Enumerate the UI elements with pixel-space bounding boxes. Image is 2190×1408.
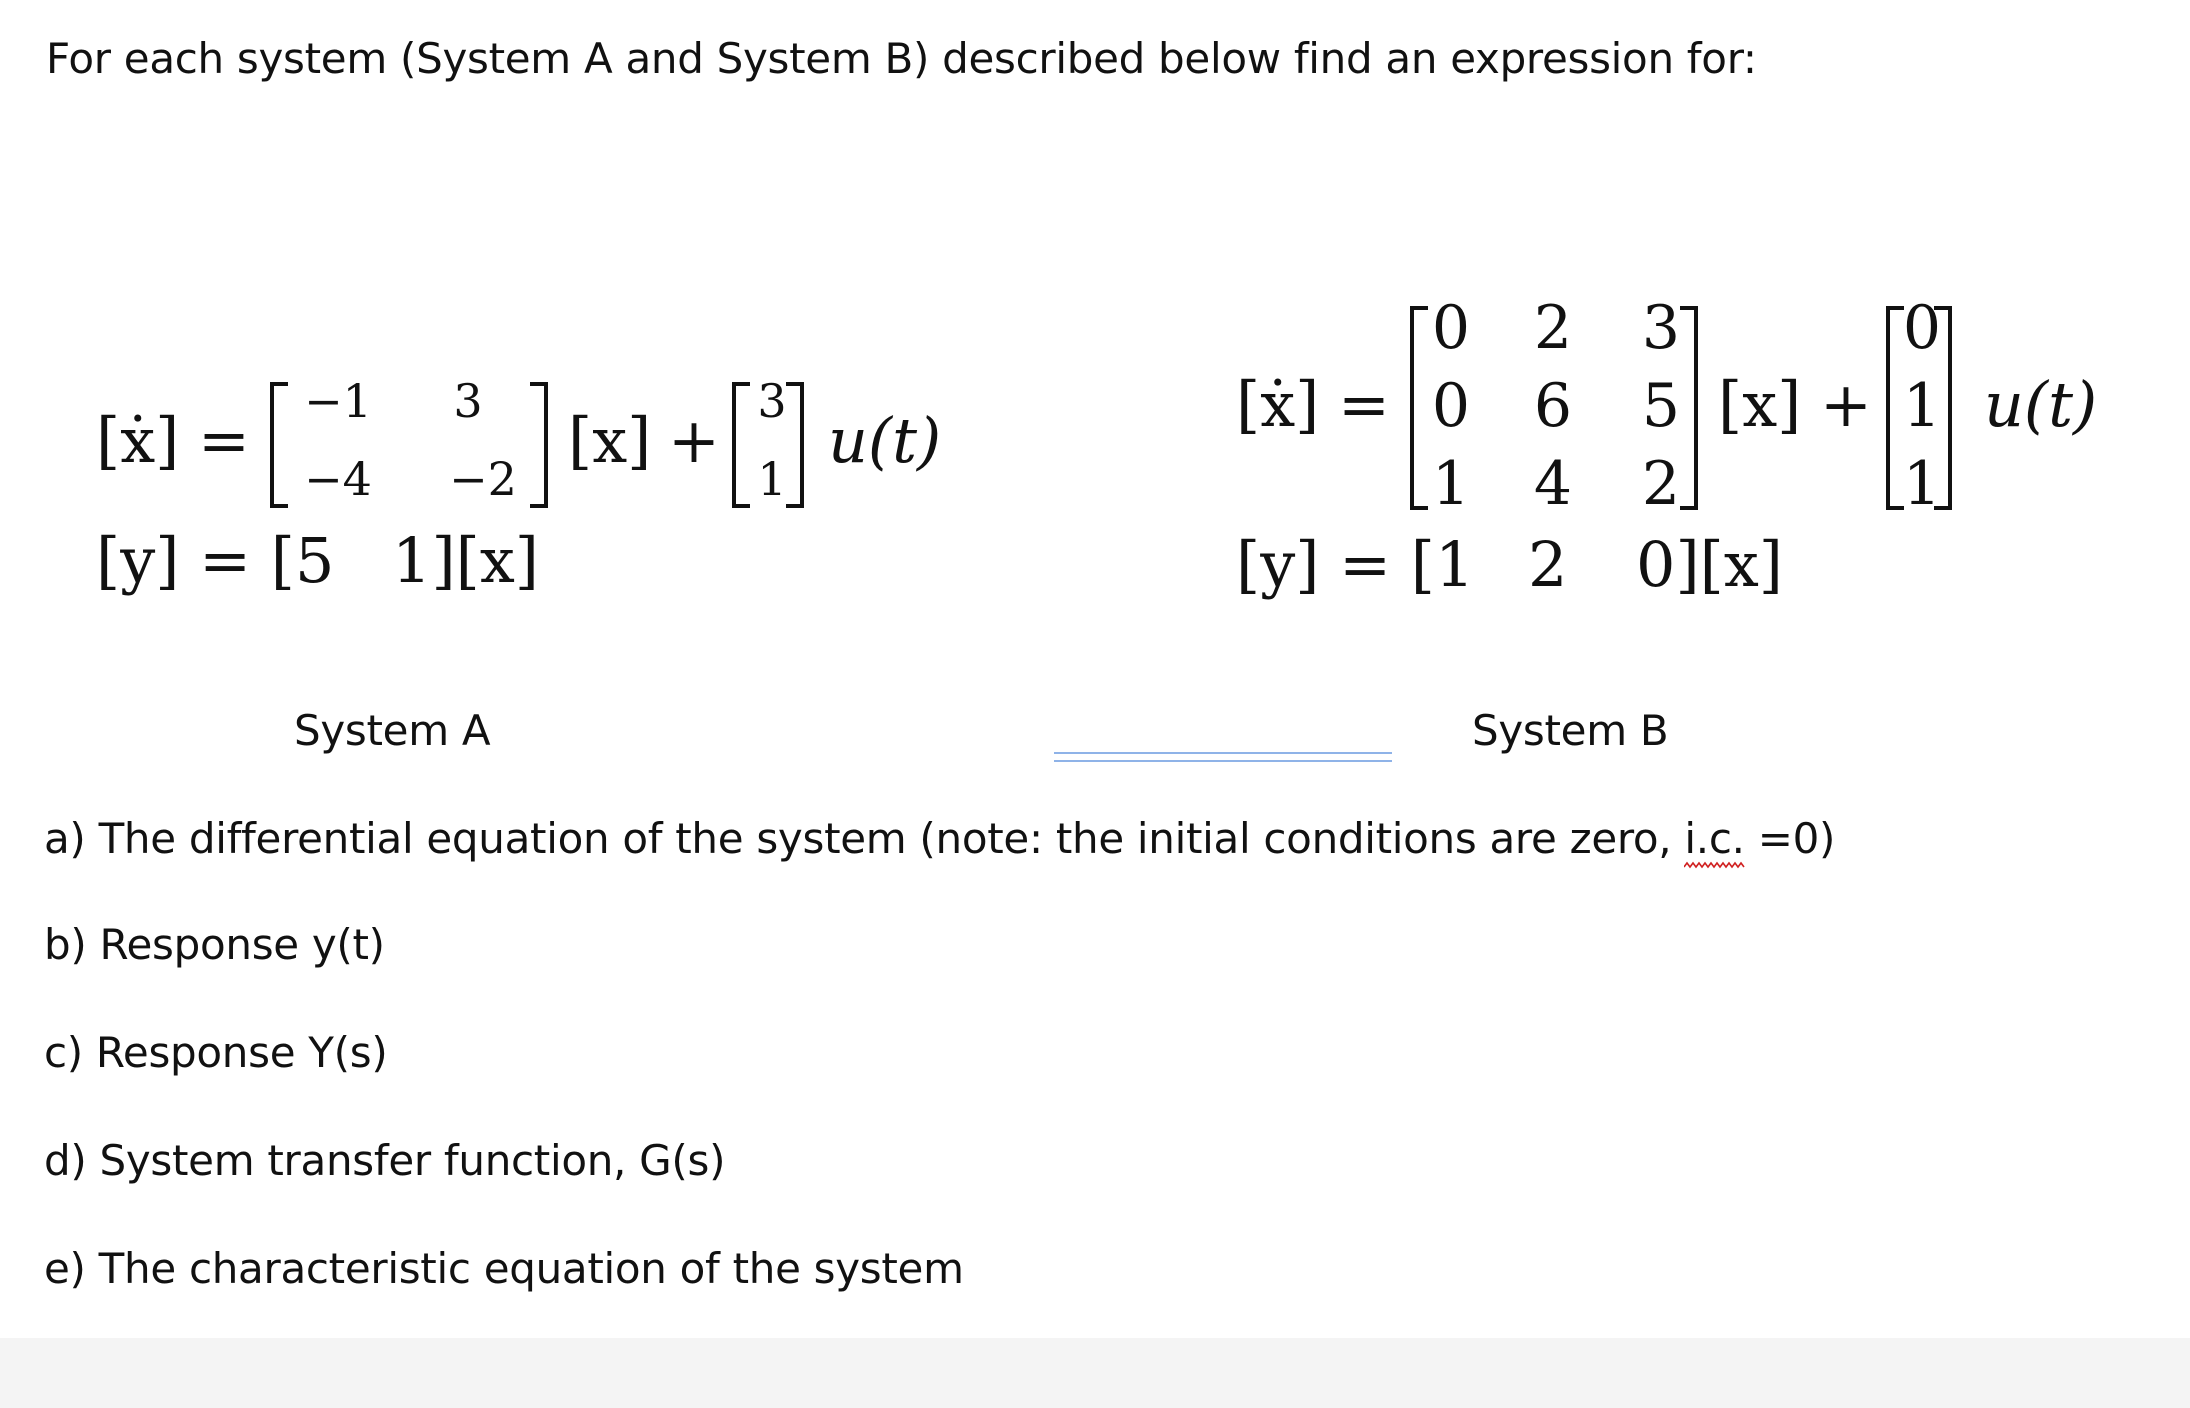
system-a-matrix-a-left-bracket	[270, 382, 288, 508]
question-a	[44, 814, 1835, 863]
system-b-a22: 6	[1533, 371, 1573, 441]
system-b-xdot: [ẋ]	[1236, 368, 1320, 441]
system-b-a13: 3	[1641, 293, 1681, 363]
system-b-a11: 0	[1431, 293, 1471, 363]
system-a-matrix-b-left-bracket	[732, 382, 750, 508]
system-b-output-mid: 2	[1528, 528, 1568, 601]
system-b-a32: 4	[1533, 449, 1573, 519]
system-a-output-tail: 1][x]	[392, 524, 539, 597]
system-a-b1: 3	[757, 374, 787, 428]
system-b-matrix-a-right-bracket	[1680, 306, 1698, 510]
divider-line	[1054, 752, 1392, 762]
system-a-matrix-a-right-bracket	[530, 382, 548, 508]
system-a-x: [x]	[568, 404, 652, 477]
question-b: b) Response y(t)	[44, 920, 385, 969]
system-b-equals: =	[1338, 368, 1390, 441]
system-a-a21: −4	[304, 452, 372, 506]
system-b-matrix-b-right-bracket	[1934, 306, 1952, 510]
system-b-input: u(t)	[1984, 368, 2098, 441]
system-a-label: System A	[294, 706, 491, 755]
system-a-xdot: [ẋ]	[96, 404, 180, 477]
system-a-equals: =	[198, 404, 250, 477]
system-a-b2: 1	[757, 452, 787, 506]
system-a-a22: −2	[449, 452, 517, 506]
system-b-output-tail: 0][x]	[1636, 528, 1783, 601]
system-a-output-eq: [y] = [5	[96, 524, 335, 597]
spellcheck-word[interactable]: i.c.	[1684, 814, 1744, 863]
system-b-a31: 1	[1431, 449, 1471, 519]
question-a-end: =0)	[1744, 814, 1836, 863]
system-b-b2: 1	[1902, 371, 1942, 441]
system-a-matrix-b-right-bracket	[786, 382, 804, 508]
question-a-text: a) The differential equation of the system (note: the initial conditions are zero,	[44, 814, 1685, 863]
footer-band	[0, 1338, 2190, 1408]
system-a-plus: +	[668, 404, 720, 477]
system-b-a33: 2	[1641, 449, 1681, 519]
system-a-a11: −1	[304, 374, 372, 428]
spellcheck-squiggle-icon	[1684, 861, 1746, 869]
system-b-a21: 0	[1431, 371, 1471, 441]
system-b-b1: 0	[1902, 293, 1942, 363]
system-b-x: [x]	[1718, 368, 1802, 441]
system-a-a12: 3	[453, 374, 483, 428]
system-b-a12: 2	[1533, 293, 1573, 363]
question-c: c) Response Y(s)	[44, 1028, 388, 1077]
system-a-input: u(t)	[828, 404, 942, 477]
system-b-b3: 1	[1902, 449, 1942, 519]
system-b-plus: +	[1820, 368, 1872, 441]
intro-text: For each system (System A and System B) described below find an expression for:	[46, 34, 1757, 83]
question-d: d) System transfer function, G(s)	[44, 1136, 726, 1185]
system-b-label: System B	[1472, 706, 1669, 755]
question-e: e) The characteristic equation of the system	[44, 1244, 964, 1293]
system-b-a23: 5	[1641, 371, 1681, 441]
system-b-output-eq: [y] = [1	[1236, 528, 1475, 601]
